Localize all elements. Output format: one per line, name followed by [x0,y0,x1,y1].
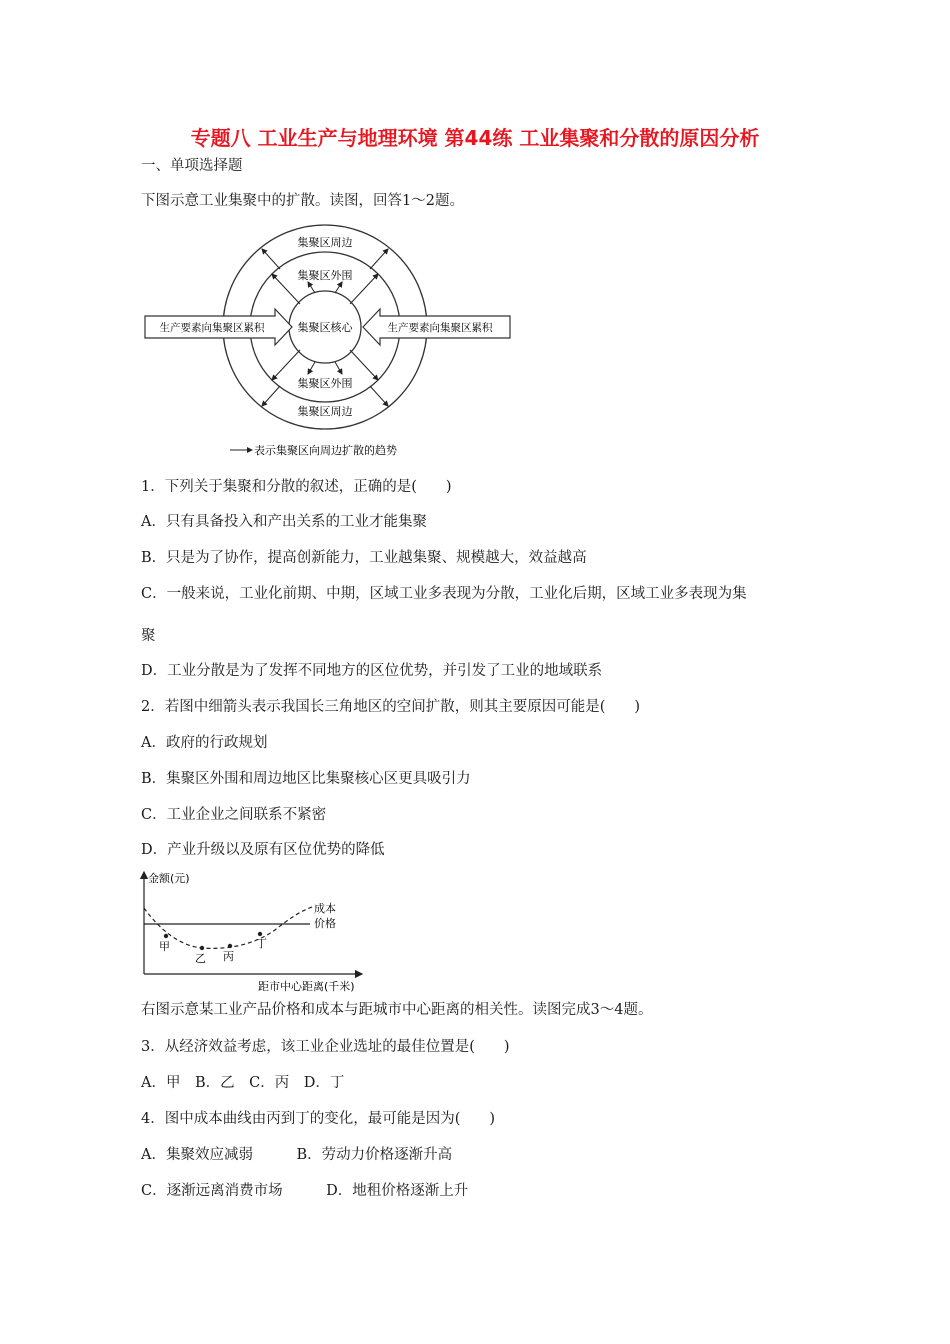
q3-options: A．甲 B．乙 C．丙 D．丁 [141,1075,345,1091]
q1-option-d: D．工业分散是为了发挥不同地方的区位优势，并引发了工业的地域联系 [141,663,603,679]
intro-text-1: 下图示意工业集聚中的扩散。读图，回答1～2题。 [141,193,464,209]
right-arrow-label: 生产要素向集聚区累积 [387,322,493,334]
point-bing [228,944,232,948]
series-cost-label: 成本 [314,902,336,915]
q3-stem: 3．从经济效益考虑，该工业企业选址的最佳位置是( ) [141,1039,510,1055]
q1-stem: 1．下列关于集聚和分散的叙述，正确的是( ) [141,479,452,495]
q2-option-a: A．政府的行政规划 [141,735,268,751]
legend-label: 表示集聚区向周边扩散的趋势 [254,444,397,457]
q1-option-c: C．一般来说，工业化前期、中期，区域工业多表现为分散，工业化后期，区域工业多表现为集 [141,586,747,602]
q1-option-b: B．只是为了协作，提高创新能力，工业越集聚、规模越大，效益越高 [141,550,587,566]
point-yi [200,946,204,950]
label-yi: 乙 [195,952,206,965]
y-axis-label: 金额(元) [148,872,190,885]
q1-option-a: A．只有具备投入和产出关系的工业才能集聚 [141,514,427,530]
q2-option-b: B．集聚区外围和周边地区比集聚核心区更具吸引力 [141,771,471,787]
label-outer-top: 集聚区周边 [297,236,353,249]
label-core: 集聚区核心 [297,321,353,334]
q4-stem: 4．图中成本曲线由丙到丁的变化，最可能是因为( ) [141,1111,496,1127]
q4-options-cd: C．逐渐远离消费市场 D．地租价格逐渐上升 [141,1183,469,1199]
q2-option-c: C．工业企业之间联系不紧密 [141,807,327,823]
page-title: 专题八 工业生产与地理环境 第44练 工业集聚和分散的原因分析 [190,126,760,150]
label-jia: 甲 [159,940,170,953]
series-price-label: 价格 [314,917,336,930]
label-outer-bottom: 集聚区周边 [297,405,353,418]
left-arrow-label: 生产要素向集聚区累积 [159,322,265,334]
agglomeration-diagram [140,224,520,464]
section-heading: 一、单项选择题 [141,158,243,174]
q1-option-c-cont: 聚 [141,628,156,644]
label-middle-top: 集聚区外围 [297,269,353,282]
label-ding: 丁 [256,937,267,950]
cost-price-chart [130,868,380,992]
point-jia [164,934,168,938]
q2-option-d: D．产业升级以及原有区位优势的降低 [141,842,385,858]
x-axis-label: 距市中心距离(千米) [258,980,355,992]
label-bing: 丙 [223,950,234,963]
point-ding [258,932,262,936]
q4-options-ab: A．集聚效应减弱 B．劳动力价格逐渐升高 [141,1147,453,1163]
q2-stem: 2．若图中细箭头表示我国长三角地区的空间扩散，则其主要原因可能是( ) [141,699,641,715]
intro-text-2: 右图示意某工业产品价格和成本与距城市中心距离的相关性。读图完成3～4题。 [141,1002,653,1018]
label-middle-bottom: 集聚区外围 [297,377,353,390]
